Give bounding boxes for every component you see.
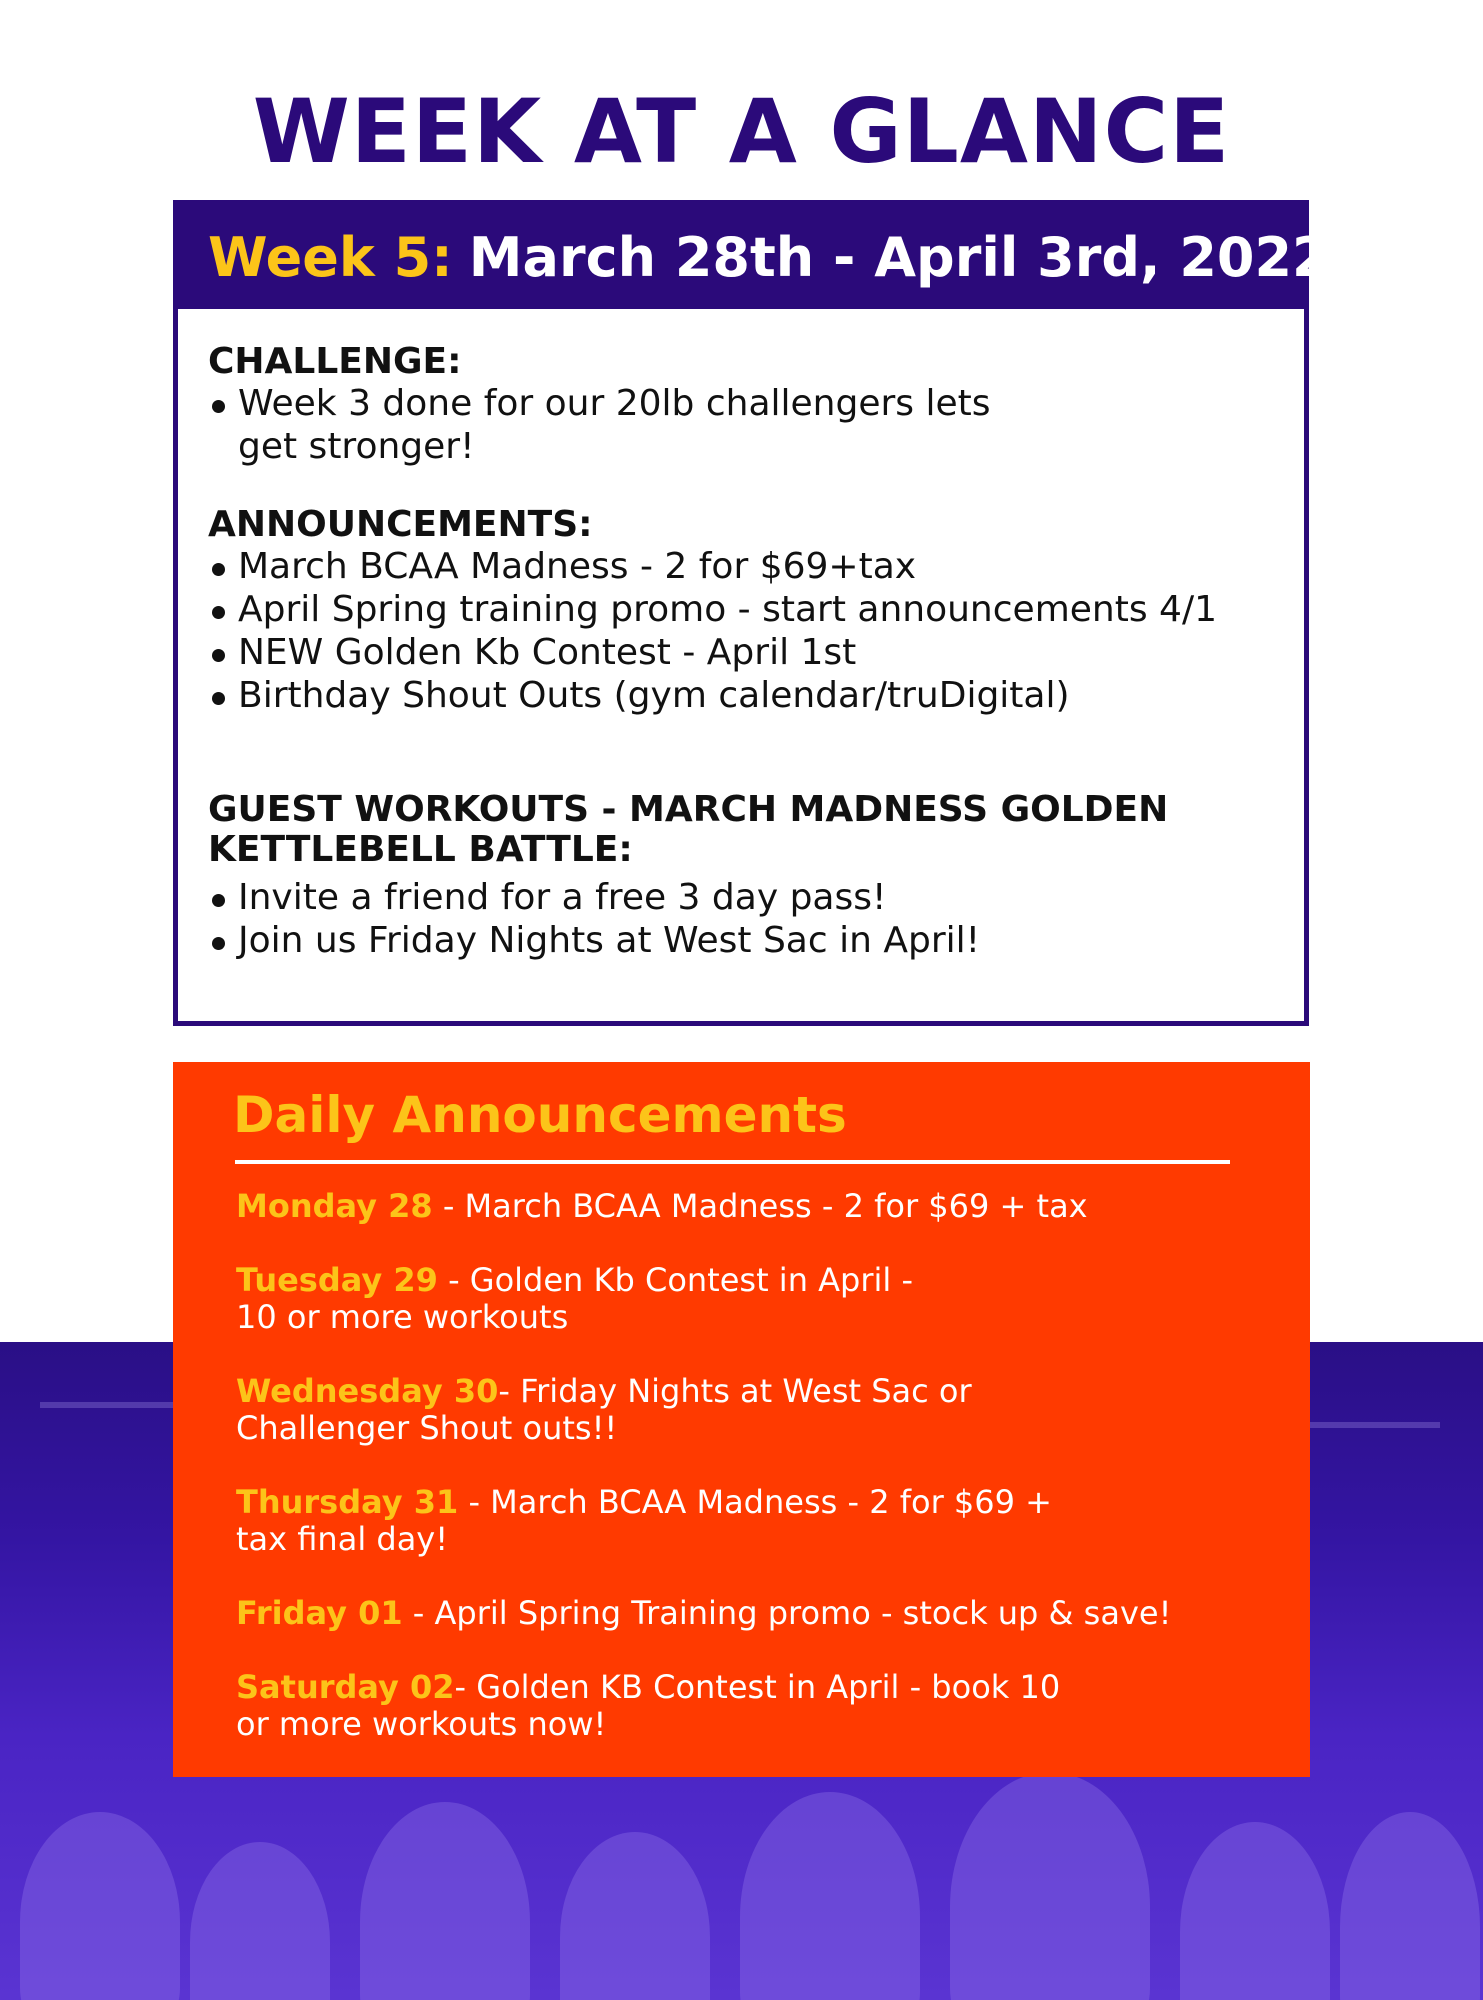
- crowd-silhouette: [1180, 1822, 1330, 2000]
- day-text-continued: or more workouts now!: [236, 1705, 607, 1743]
- challenge-item: Week 3 done for our 20lb challengers lets: [208, 382, 991, 425]
- guest-heading-line2: KETTLEBELL BATTLE:: [208, 829, 633, 870]
- day-announcement-tuesday: [236, 1262, 1306, 1336]
- announcements-list: [208, 545, 1217, 717]
- day-text: - March BCAA Madness - 2 for $69 + tax: [432, 1187, 1088, 1225]
- title-divider: [235, 1160, 1230, 1164]
- day-text-continued: 10 or more workouts: [236, 1298, 569, 1336]
- crowd-silhouette: [950, 1772, 1150, 2000]
- crowd-silhouette: [1340, 1812, 1480, 2000]
- day-text: - Golden KB Contest in April - book 10: [454, 1668, 1061, 1706]
- announcements-section: [208, 505, 1217, 717]
- week-header: [178, 205, 1330, 309]
- day-text-continued: tax final day!: [236, 1520, 449, 1558]
- day-name: Monday 28: [236, 1187, 433, 1225]
- crowd-silhouette: [20, 1812, 180, 2000]
- challenge-list: [208, 382, 991, 468]
- day-announcement-wednesday: [236, 1373, 1306, 1447]
- announcement-item: March BCAA Madness - 2 for $69+tax: [208, 545, 1217, 588]
- guest-heading-line1: GUEST WORKOUTS - MARCH MADNESS GOLDEN: [208, 789, 1169, 830]
- guest-item: Invite a friend for a free 3 day pass!: [208, 876, 1168, 919]
- day-name: Thursday 31: [236, 1483, 459, 1521]
- challenge-item-continuation: get stronger!: [238, 426, 475, 467]
- announcements-heading: ANNOUNCEMENTS:: [208, 504, 593, 545]
- day-text: - March BCAA Madness - 2 for $69 +: [458, 1483, 1052, 1521]
- day-name: Wednesday 30: [236, 1372, 499, 1410]
- day-announcement-thursday: [236, 1484, 1306, 1558]
- day-announcement-monday: [236, 1188, 1306, 1225]
- week-date-range: March 28th - April 3rd, 2022: [468, 225, 1330, 289]
- week-summary-box: [173, 200, 1330, 1026]
- crowd-silhouette: [740, 1792, 920, 2000]
- day-text: - Friday Nights at West Sac or: [498, 1372, 972, 1410]
- crowd-silhouette: [360, 1802, 530, 2000]
- challenge-heading: CHALLENGE:: [208, 341, 462, 382]
- day-announcement-saturday: [236, 1669, 1306, 1743]
- announcement-item: NEW Golden Kb Contest - April 1st: [208, 631, 1217, 674]
- day-text-continued: Challenger Shout outs!!: [236, 1409, 618, 1447]
- day-name: Friday 01: [236, 1594, 403, 1632]
- guest-list: [208, 876, 1168, 962]
- daily-announcements-title: Daily Announcements: [233, 1086, 847, 1144]
- day-announcement-friday: [236, 1595, 1306, 1632]
- crowd-silhouette: [190, 1842, 330, 2000]
- day-text: - April Spring Training promo - stock up & save!: [402, 1594, 1172, 1632]
- guest-item: Join us Friday Nights at West Sac in April!: [208, 919, 1168, 962]
- guest-workouts-section: [208, 790, 1168, 962]
- day-text: - Golden Kb Contest in April -: [437, 1261, 913, 1299]
- daily-announcements-box: [173, 1062, 1310, 1777]
- announcement-item: Birthday Shout Outs (gym calendar/truDigital): [208, 674, 1217, 717]
- week-label: Week 5:: [208, 225, 453, 289]
- day-name: Tuesday 29: [236, 1261, 438, 1299]
- challenge-section: [208, 342, 991, 468]
- crowd-silhouette: [560, 1832, 710, 2000]
- day-name: Saturday 02: [236, 1668, 455, 1706]
- page-title: WEEK AT A GLANCE: [252, 80, 1231, 183]
- announcement-item: April Spring training promo - start announcements 4/1: [208, 588, 1217, 631]
